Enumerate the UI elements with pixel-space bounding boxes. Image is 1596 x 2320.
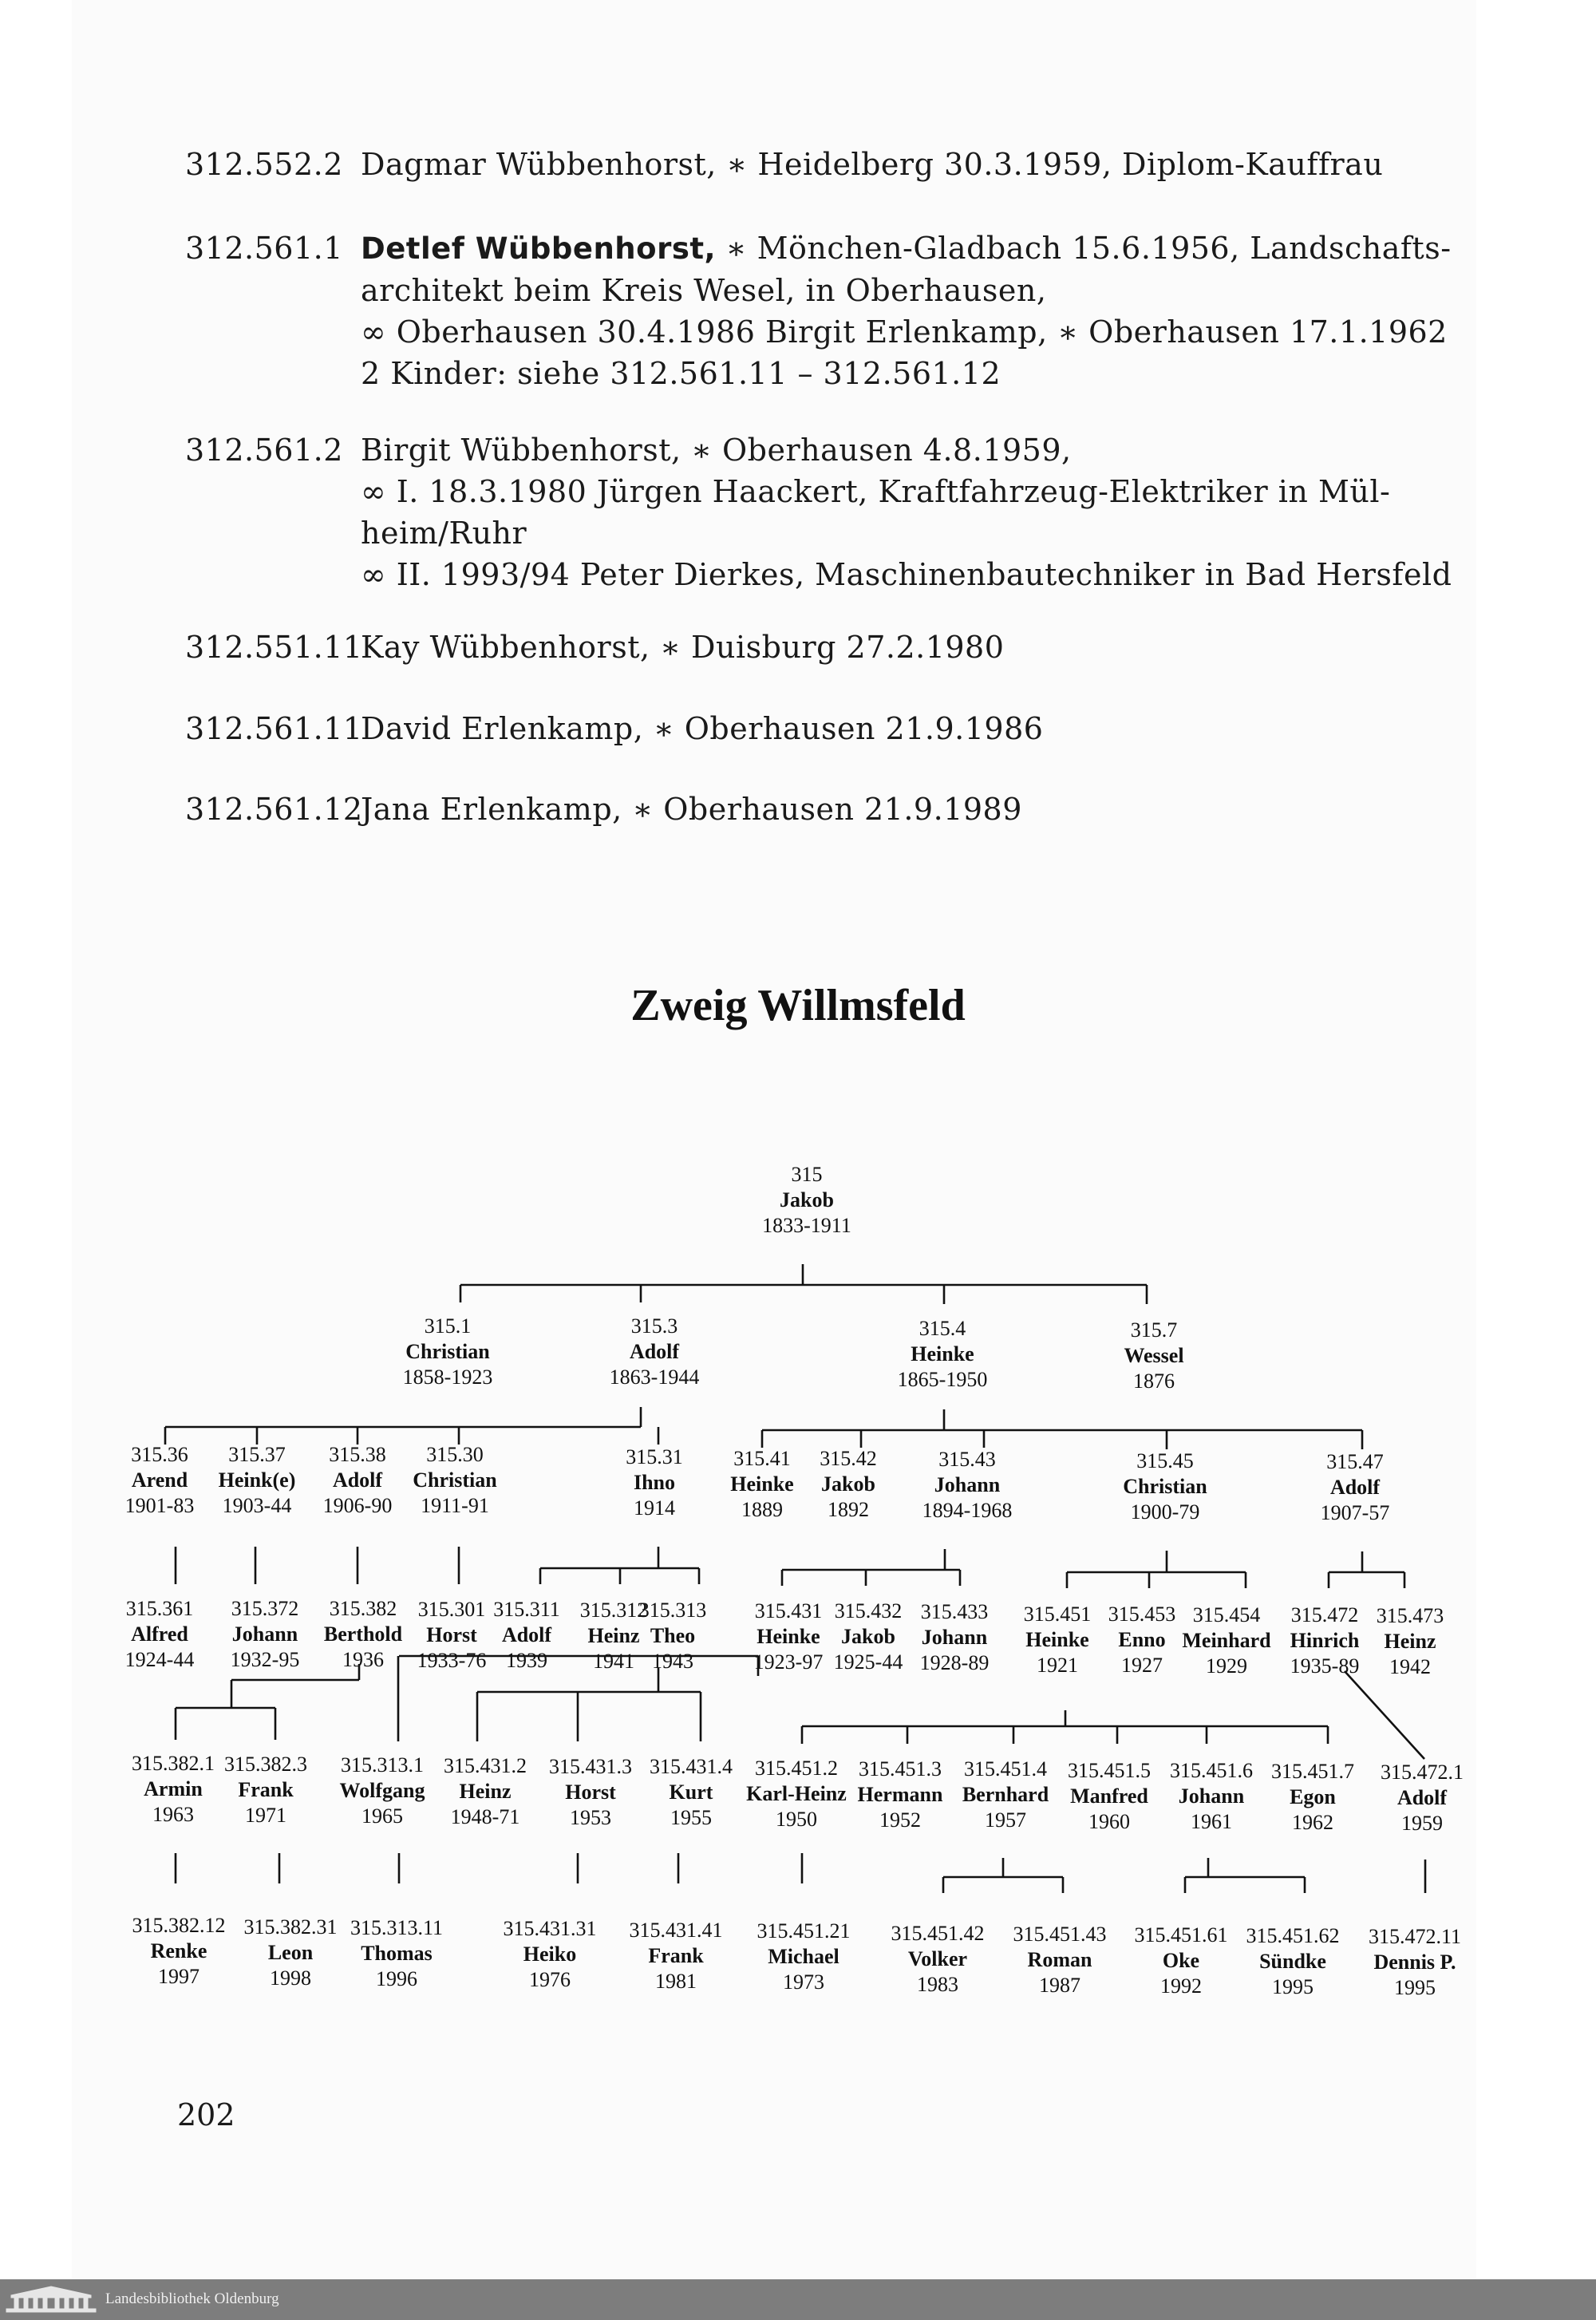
tree-node [834, 1599, 903, 1674]
tree-node-years: 1952 [879, 1808, 921, 1832]
entry-segment: heim/Ruhr [361, 516, 527, 551]
tree-node-years: 1976 [529, 1968, 571, 1991]
tree-node-id: 315.451.62 [1246, 1924, 1340, 1947]
tree-node [650, 1755, 733, 1829]
tree-node-id: 315.1 [424, 1314, 472, 1338]
tree-node-name: Christian [413, 1468, 497, 1492]
tree-node-name: Renke [150, 1939, 207, 1962]
tree-node-years: 1933-76 [417, 1649, 487, 1672]
tree-node-years: 1955 [670, 1806, 712, 1829]
tree-node-years: 1987 [1039, 1974, 1080, 1997]
tree-node [1170, 1759, 1253, 1833]
tree-node-years: 1962 [1292, 1811, 1333, 1834]
tree-node-name: Theo [650, 1624, 696, 1647]
tree-node-id: 315.451.3 [859, 1757, 942, 1781]
tree-node [580, 1599, 648, 1673]
tree-node [639, 1599, 707, 1673]
tree-node-id: 315.41 [733, 1447, 791, 1470]
tree-node [417, 1598, 487, 1672]
tree-node-name: Ihno [633, 1471, 676, 1494]
tree-node-name: Adolf [1396, 1786, 1448, 1809]
tree-connector [1345, 1671, 1424, 1759]
tree-node [898, 1317, 988, 1391]
tree-node-years: 1901-83 [124, 1494, 195, 1517]
tree-node-id: 315.451.21 [757, 1919, 851, 1943]
tree-node-years: 1960 [1088, 1810, 1130, 1833]
tree-node-name: Jakob [821, 1472, 875, 1496]
tree-node-years: 1906-90 [322, 1494, 393, 1517]
tree-node-name: Adolf [332, 1468, 383, 1492]
tree-node-id: 315.451.43 [1013, 1923, 1107, 1946]
tree-node-years: 1959 [1401, 1812, 1443, 1835]
tree-nodes [125, 1163, 1464, 1999]
tree-node-name: Adolf [629, 1340, 680, 1363]
tree-node-name: Hinrich [1290, 1629, 1360, 1652]
tree-node-name: Leon [267, 1941, 314, 1964]
entry-segment: ∞ I. 18.3.1980 Jürgen Haackert, Kraftfahrzeug-Elektriker in Mül- [361, 474, 1391, 509]
tree-node-name: Jakob [841, 1625, 895, 1648]
entry-number: 312.561.1 [185, 231, 343, 266]
tree-node-years: 1992 [1160, 1974, 1202, 1998]
tree-node-name: Berthold [323, 1622, 403, 1646]
entry-segment: ∞ II. 1993/94 Peter Dierkes, Maschinenbautechniker in Bad Hersfeld [361, 557, 1452, 592]
tree-node-name: Heinke [757, 1625, 820, 1648]
tree-node [630, 1919, 723, 1993]
tree-node-id: 315.361 [125, 1597, 194, 1620]
tree-node-name: Johann [921, 1626, 988, 1649]
tree-node-id: 315.473 [1376, 1604, 1444, 1627]
tree-node-years: 1943 [652, 1650, 693, 1673]
tree-node-id: 315.301 [417, 1598, 486, 1621]
tree-node-years: 1892 [828, 1498, 869, 1521]
tree-node-years: 1928-89 [919, 1651, 990, 1674]
tree-node-years: 1911-91 [421, 1494, 489, 1517]
tree-node [231, 1597, 300, 1671]
tree-node-id: 315.38 [329, 1443, 386, 1466]
tree-node-id: 315.313 [638, 1599, 707, 1622]
tree-node-id: 315.431.41 [629, 1919, 723, 1942]
tree-node-years: 1863-1944 [609, 1366, 700, 1389]
tree-node-years: 1941 [593, 1650, 634, 1673]
entry-segment: architekt beim Kreis Wesel, in Oberhausen, [361, 273, 1047, 308]
tree-node-years: 1903-44 [222, 1494, 292, 1517]
tree-node [626, 1445, 683, 1520]
tree-node [132, 1914, 226, 1988]
tree-node-id: 315.31 [626, 1445, 683, 1468]
tree-node [1377, 1604, 1444, 1678]
tree-node-years: 1957 [985, 1808, 1026, 1832]
tree-node [413, 1443, 497, 1517]
tree-node [504, 1917, 597, 1991]
entry-number: 312.551.11 [185, 630, 363, 665]
tree-node-years: 1936 [342, 1648, 384, 1671]
tree-node-years: 1998 [270, 1966, 311, 1990]
tree-node-years: 1973 [783, 1970, 824, 1994]
tree-node-id: 315.472.11 [1368, 1925, 1462, 1948]
tree-node-name: Heinz [1384, 1630, 1436, 1653]
tree-node [922, 1448, 1013, 1522]
tree-node-years: 1981 [655, 1970, 697, 1993]
tree-node-id: 315.42 [820, 1447, 877, 1470]
tree-node-years: 1925-44 [833, 1650, 903, 1674]
tree-node-years: 1995 [1272, 1975, 1314, 1998]
tree-node-years: 1914 [634, 1496, 675, 1520]
tree-node-id: 315.313.11 [350, 1916, 444, 1939]
tree-node [754, 1599, 824, 1674]
tree-node-years: 1935-89 [1290, 1654, 1360, 1678]
tree-node [1290, 1603, 1360, 1678]
footer-bar [0, 2279, 1596, 2320]
entry-segment: Dagmar Wübbenhorst, ∗ Heidelberg 30.3.1959, Diplom-Kauffrau [361, 147, 1384, 182]
entry-segment: Birgit Wübbenhorst, ∗ Oberhausen 4.8.1959, [361, 433, 1072, 468]
tree-node [1321, 1450, 1390, 1524]
tree-node-name: Arend [131, 1468, 188, 1492]
tree-node-id: 315.453 [1108, 1603, 1176, 1626]
tree-node-name: Bernhard [962, 1783, 1049, 1806]
tree-node-name: Heiko [523, 1943, 577, 1966]
tree-node-name: Meinhard [1182, 1629, 1271, 1652]
tree-node-years: 1929 [1206, 1654, 1247, 1678]
tree-node [762, 1163, 851, 1237]
tree-node-name: Horst [565, 1781, 616, 1804]
tree-node-id: 315.432 [834, 1599, 903, 1622]
tree-node-id: 315.431 [754, 1599, 823, 1622]
tree-node-name: Heinz [587, 1624, 640, 1647]
tree-node [1024, 1603, 1092, 1677]
tree-node [858, 1757, 943, 1832]
tree-node [224, 1753, 307, 1827]
tree-node-name: Johann [934, 1473, 1001, 1496]
tree-node-years: 1953 [570, 1806, 611, 1829]
tree-node-name: Volker [907, 1947, 968, 1970]
entry-segment: ∞ Oberhausen 30.4.1986 Birgit Erlenkamp, ∗ Oberhausen 17.1.1962 [361, 314, 1448, 350]
tree-node [244, 1915, 338, 1990]
tree-node-id: 315.312 [579, 1599, 648, 1622]
tree-node-name: Jakob [780, 1188, 834, 1211]
tree-node-id: 315.4 [918, 1317, 966, 1340]
tree-node-id: 315.382 [329, 1597, 397, 1620]
tree-node-name: Frank [648, 1944, 704, 1967]
tree-node-years: 1865-1950 [897, 1368, 988, 1391]
tree-node-id: 315.472.1 [1381, 1761, 1464, 1784]
tree-node-name: Johann [1178, 1784, 1245, 1808]
tree-node-years: 1924-44 [124, 1648, 195, 1671]
tree-node [493, 1598, 560, 1672]
tree-node-name: Frank [238, 1778, 294, 1801]
entry-number: 312.561.11 [185, 711, 363, 746]
tree-node [610, 1314, 700, 1389]
tree-node [219, 1443, 296, 1517]
tree-node-id: 315.30 [426, 1443, 484, 1466]
tree-node-name: Dennis P. [1373, 1950, 1456, 1974]
tree-node-id: 315.382.12 [132, 1914, 226, 1937]
tree-node-years: 1858-1923 [402, 1366, 493, 1389]
tree-node-id: 315.433 [920, 1600, 989, 1623]
library-building-logo-icon [5, 2284, 99, 2314]
tree-node [1135, 1923, 1228, 1998]
entry-number: 312.561.12 [185, 792, 363, 827]
tree-node-id: 315.451.6 [1170, 1759, 1253, 1782]
library-name: Landesbibliothek Oldenburg [105, 2290, 279, 2307]
tree-node [746, 1757, 847, 1831]
tree-node-id: 315.7 [1130, 1318, 1178, 1342]
tree-node [1123, 1449, 1207, 1524]
tree-node-name: Armin [144, 1777, 203, 1800]
tree-node-years: 1961 [1191, 1810, 1232, 1833]
page-number: 202 [177, 2097, 235, 2132]
tree-node [891, 1922, 985, 1996]
entry-person-name: Detlef Wübbenhorst, [361, 231, 717, 266]
tree-node-name: Thomas [361, 1942, 433, 1965]
tree-node-name: Adolf [501, 1623, 552, 1646]
tree-node-id: 315 [791, 1163, 823, 1186]
tree-node-years: 1923-97 [753, 1650, 824, 1674]
tree-node-years: 1939 [506, 1649, 547, 1672]
entry-number: 312.552.2 [185, 147, 343, 182]
tree-node-name: Oke [1162, 1949, 1200, 1972]
tree-node-years: 1900-79 [1130, 1500, 1200, 1524]
entry-number: 312.561.2 [185, 433, 343, 468]
tree-node [962, 1757, 1049, 1832]
tree-node-name: Kurt [669, 1781, 713, 1804]
tree-node [1124, 1318, 1183, 1393]
tree-node [730, 1447, 793, 1521]
tree-node-id: 315.43 [938, 1448, 996, 1471]
tree-node [125, 1443, 195, 1517]
tree-node-years: 1997 [158, 1965, 200, 1988]
tree-node [1381, 1761, 1464, 1835]
tree-node [1246, 1924, 1340, 1998]
tree-node-id: 315.431.31 [503, 1917, 597, 1940]
tree-node-years: 1894-1968 [922, 1499, 1013, 1522]
tree-node [403, 1314, 493, 1389]
tree-node [549, 1755, 632, 1829]
tree-node-years: 1927 [1121, 1654, 1163, 1677]
tree-node-id: 315.451.42 [891, 1922, 985, 1945]
tree-node-id: 315.451 [1023, 1603, 1092, 1626]
entry-segment: Kay Wübbenhorst, ∗ Duisburg 27.2.1980 [361, 630, 1005, 665]
tree-node [324, 1597, 403, 1671]
tree-node-name: Michael [768, 1945, 839, 1968]
tree-node [444, 1754, 527, 1828]
tree-node-id: 315.431.2 [444, 1754, 527, 1777]
tree-node-name: Adolf [1329, 1476, 1381, 1499]
tree-node-id: 315.451.2 [755, 1757, 838, 1780]
tree-node-name: Horst [426, 1623, 477, 1646]
tree-node [1182, 1603, 1271, 1678]
tree-node-name: Heink(e) [218, 1468, 296, 1492]
tree-node [1013, 1923, 1107, 1997]
tree-node-id: 315.431.3 [549, 1755, 632, 1778]
entry-segment: David Erlenkamp, ∗ Oberhausen 21.9.1986 [361, 711, 1044, 746]
tree-node-name: Wessel [1124, 1344, 1184, 1367]
tree-node-id: 315.472 [1290, 1603, 1359, 1626]
tree-node-name: Heinz [459, 1780, 512, 1803]
tree-node-id: 315.382.1 [132, 1752, 215, 1775]
tree-node-name: Heinke [1025, 1628, 1089, 1651]
tree-node-name: Roman [1027, 1948, 1092, 1971]
tree-node-years: 1963 [152, 1803, 194, 1826]
tree-node-name: Heinke [911, 1342, 974, 1366]
tree-node-name: Enno [1118, 1628, 1166, 1651]
tree-node-id: 315.451.5 [1068, 1759, 1151, 1782]
tree-node-name: Heinke [730, 1472, 794, 1496]
tree-node-years: 1942 [1389, 1655, 1431, 1678]
entry-segment: Jana Erlenkamp, ∗ Oberhausen 21.9.1989 [361, 792, 1022, 827]
tree-node-id: 315.431.4 [650, 1755, 733, 1778]
tree-node-years: 1889 [741, 1498, 783, 1521]
tree-node-years: 1983 [917, 1973, 958, 1996]
tree-node-years: 1996 [376, 1967, 417, 1990]
tree-node-name: Sündke [1259, 1950, 1326, 1973]
tree-node [1068, 1759, 1151, 1833]
tree-node-id: 315.451.7 [1271, 1760, 1354, 1783]
tree-node-id: 315.372 [231, 1597, 299, 1620]
tree-node-id: 315.382.31 [243, 1915, 338, 1939]
tree-title: Zweig Willmsfeld [630, 981, 966, 1030]
tree-node-years: 1876 [1133, 1369, 1175, 1393]
tree-node [757, 1919, 851, 1994]
tree-node [323, 1443, 393, 1517]
tree-node-name: Johann [231, 1622, 298, 1646]
tree-node-id: 315.45 [1136, 1449, 1194, 1472]
tree-node [340, 1753, 425, 1828]
tree-node-name: Egon [1290, 1785, 1336, 1808]
tree-node-id: 315.47 [1326, 1450, 1384, 1473]
tree-node-id: 315.451.4 [964, 1757, 1047, 1781]
tree-node-years: 1971 [245, 1804, 286, 1827]
tree-node-years: 1965 [361, 1804, 403, 1828]
tree-node-years: 1932-95 [230, 1648, 300, 1671]
tree-node-years: 1950 [776, 1808, 817, 1831]
tree-node-id: 315.454 [1192, 1603, 1261, 1626]
tree-node-id: 315.311 [493, 1598, 560, 1621]
tree-node-id: 315.313.1 [341, 1753, 424, 1777]
tree-node-id: 315.382.3 [224, 1753, 307, 1776]
tree-node [132, 1752, 215, 1826]
tree-node-name: Alfred [131, 1622, 188, 1646]
tree-node-name: Wolfgang [339, 1779, 425, 1802]
tree-node [350, 1916, 443, 1990]
tree-node-id: 315.36 [131, 1443, 188, 1466]
tree-node [1369, 1925, 1461, 1999]
tree-node-name: Hermann [857, 1783, 943, 1806]
tree-node [125, 1597, 195, 1671]
tree-node [1108, 1603, 1176, 1677]
tree-node-id: 315.451.61 [1134, 1923, 1228, 1947]
tree-node-id: 315.37 [228, 1443, 286, 1466]
tree-node-name: Karl-Heinz [746, 1782, 847, 1805]
tree-node-name: Christian [1123, 1475, 1207, 1498]
tree-node-years: 1948-71 [450, 1805, 520, 1828]
entry-segment: 2 Kinder: siehe 312.561.11 – 312.561.12 [361, 356, 1001, 391]
tree-node-years: 1921 [1037, 1654, 1078, 1677]
tree-node-name: Manfred [1070, 1784, 1148, 1808]
tree-node-id: 315.3 [630, 1314, 678, 1338]
tree-node [1271, 1760, 1354, 1834]
tree-node-name: Christian [405, 1340, 490, 1363]
tree-node [820, 1447, 877, 1521]
tree-node [920, 1600, 990, 1674]
tree-node-years: 1907-57 [1320, 1501, 1390, 1524]
entry-segment: ∗ Mönchen-Gladbach 15.6.1956, Landschafts- [716, 231, 1452, 266]
tree-node-years: 1833-1911 [762, 1214, 851, 1237]
tree-node-years: 1995 [1394, 1976, 1436, 1999]
